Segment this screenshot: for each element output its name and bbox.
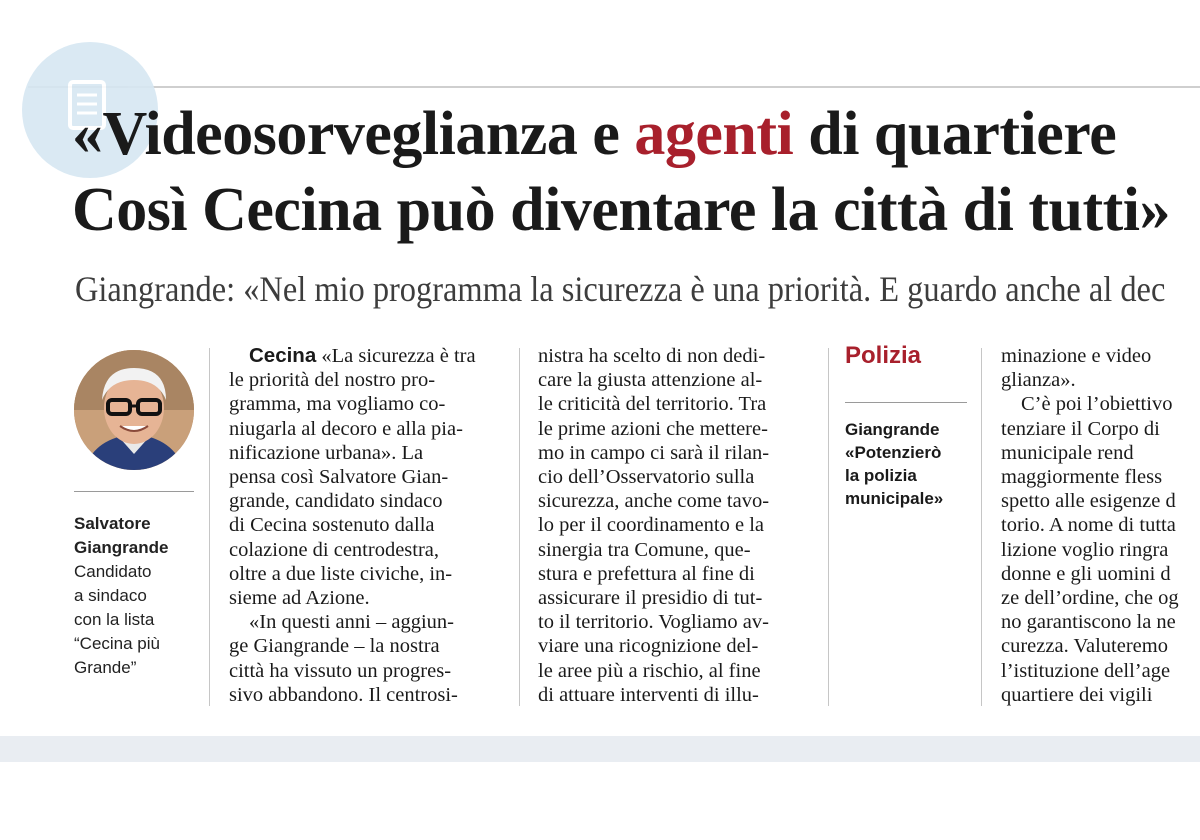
article-column-3: minazione e video glianza». C’è poi l’obiettivo tenziare il Corpo di municipale rend maggiormente fless spetto alle esigenze d torio. A nome di tutta lizione voglio ringra donne e gli uomini d ze dell’ordine, che og no garantiscono la ne curezza. Valuteremo l’istituzione dell’age quartiere dei vigili — [1001, 345, 1179, 706]
article-column-1: Cecina «La sicurezza è tra le priorità del nostro pro- gramma, ma vogliamo co- niugarla al decoro e alla pia- nificazione urbana». La pensa così Salvatore Gian- grande, candidato sindaco di Cecina sostenuto dalla colazione di centrodestra, oltre a due liste civiche, in- sieme ad Azione. «In questi anni – aggiun- ge Giangrande – la nostra città ha vissuto un progres- sivo abbandono. Il centrosi- — [229, 344, 476, 706]
article-column-2: nistra ha scelto di non dedi- care la giusta attenzione al- le criticità del territorio. Tra le prime azioni che mettere- mo in campo ci sarà il rilan- cio dell’Osservatorio sulla sicurezza, anche come tavo- lo per il coordinamento e la sinergia tra Comune, que- stura e prefettura al fine di assicurare il presidio di tut- to il territorio. Vogliamo av- viare una ricognizione del- le aree più a rischio, al fine di attuare interventi di illu- — [538, 345, 770, 706]
photo-caption — [74, 512, 204, 680]
column-rule — [209, 348, 210, 706]
dateline: Cecina — [249, 344, 317, 367]
caption-line: con la lista — [74, 610, 155, 629]
bottom-band — [0, 736, 1200, 762]
sidebar-box-text: Giangrande «Potenzierò la polizia municipale» — [845, 420, 944, 508]
subheadline: Giangrande: «Nel mio programma la sicurezza è una priorità. E guardo anche al dec — [75, 269, 1166, 309]
top-rule — [28, 86, 1200, 88]
caption-line: Grande” — [74, 658, 137, 677]
column-rule — [981, 348, 982, 706]
caption-line: Candidato — [74, 562, 152, 581]
avatar — [74, 350, 194, 470]
headline: «Videosorveglianza e agenti di quartiere Così Cecina può diventare la città di tutti» — [72, 100, 1170, 244]
caption-rule — [74, 491, 194, 492]
caption-line: a sindaco — [74, 586, 147, 605]
sidebar-box-rule — [845, 402, 967, 403]
headline-highlight: agenti — [634, 100, 794, 168]
column-rule — [828, 348, 829, 706]
caption-line: “Cecina più — [74, 634, 160, 653]
sidebar-box-title: Polizia — [845, 342, 922, 369]
caption-name: Salvatore Giangrande — [74, 514, 169, 557]
column-rule — [519, 348, 520, 706]
